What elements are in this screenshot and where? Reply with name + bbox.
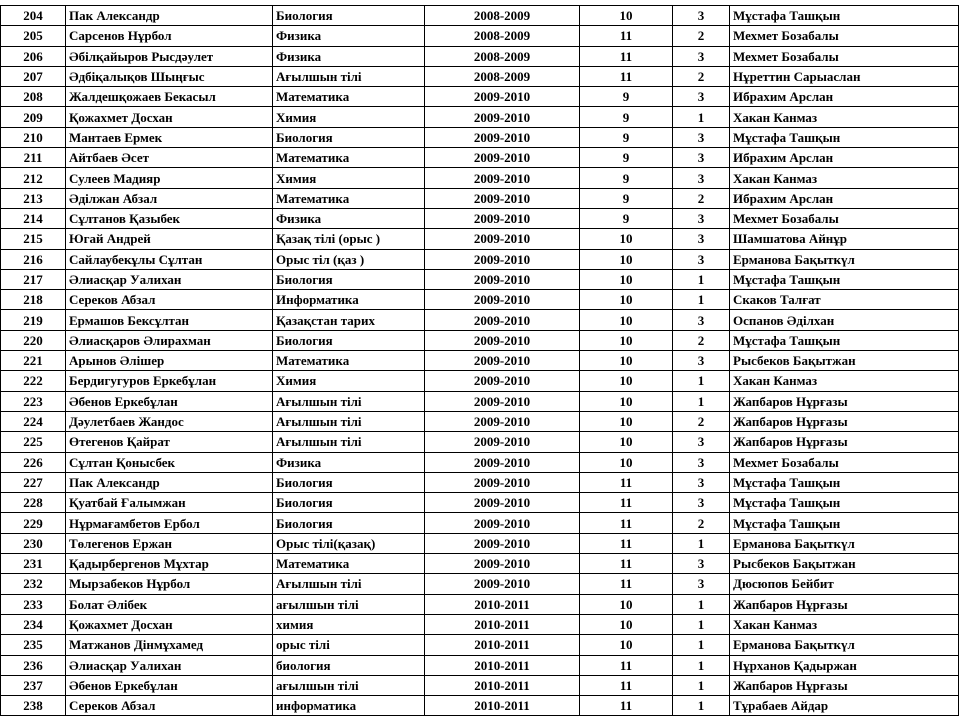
table-row [1, 168, 959, 188]
table-row [1, 574, 959, 594]
grade-cell: 11 [580, 472, 673, 492]
table-row [1, 635, 959, 655]
student-name-cell: Нұрмағамбетов Ербол [66, 513, 273, 533]
table-row [1, 655, 959, 675]
table-row [1, 452, 959, 472]
student-name-cell: Әлиасқаров Әлирахман [66, 330, 273, 350]
place-cell: 2 [673, 411, 730, 431]
place-cell: 1 [673, 107, 730, 127]
school-year-cell: 2008-2009 [425, 26, 580, 46]
row-number-cell: 215 [1, 229, 66, 249]
school-year-cell: 2009-2010 [425, 330, 580, 350]
row-number-cell: 220 [1, 330, 66, 350]
row-number-cell: 205 [1, 26, 66, 46]
table-row [1, 554, 959, 574]
subject-cell: химия [273, 614, 425, 634]
subject-cell: Ағылшын тілі [273, 391, 425, 411]
place-cell: 2 [673, 330, 730, 350]
results-table-body [1, 6, 959, 716]
place-cell: 3 [673, 432, 730, 452]
table-row [1, 391, 959, 411]
row-number-cell: 219 [1, 310, 66, 330]
teacher-name-cell: Мұстафа Ташқын [730, 269, 959, 289]
subject-cell: Ағылшын тілі [273, 574, 425, 594]
grade-cell: 10 [580, 290, 673, 310]
grade-cell: 10 [580, 330, 673, 350]
row-number-cell: 204 [1, 6, 66, 26]
student-name-cell: Дәулетбаев Жандос [66, 411, 273, 431]
table-row [1, 594, 959, 614]
row-number-cell: 206 [1, 46, 66, 66]
student-name-cell: Матжанов Дінмұхамед [66, 635, 273, 655]
school-year-cell: 2009-2010 [425, 371, 580, 391]
row-number-cell: 231 [1, 554, 66, 574]
teacher-name-cell: Жапбаров Нұрғазы [730, 411, 959, 431]
teacher-name-cell: Рысбеков Бақытжан [730, 351, 959, 371]
school-year-cell: 2010-2011 [425, 696, 580, 716]
subject-cell: Физика [273, 208, 425, 228]
subject-cell: Химия [273, 168, 425, 188]
teacher-name-cell: Дюсюпов Бейбит [730, 574, 959, 594]
subject-cell: Ағылшын тілі [273, 66, 425, 86]
student-name-cell: Қожахмет Досхан [66, 614, 273, 634]
table-row [1, 26, 959, 46]
place-cell: 1 [673, 696, 730, 716]
student-name-cell: Жалдешқожаев Бекасыл [66, 87, 273, 107]
subject-cell: Химия [273, 107, 425, 127]
row-number-cell: 227 [1, 472, 66, 492]
subject-cell: Орыс тіл (қаз ) [273, 249, 425, 269]
table-row [1, 148, 959, 168]
table-row [1, 66, 959, 86]
grade-cell: 9 [580, 127, 673, 147]
place-cell: 3 [673, 168, 730, 188]
place-cell: 1 [673, 533, 730, 553]
student-name-cell: Югай Андрей [66, 229, 273, 249]
subject-cell: Орыс тілі(қазақ) [273, 533, 425, 553]
grade-cell: 10 [580, 351, 673, 371]
table-row [1, 675, 959, 695]
school-year-cell: 2009-2010 [425, 208, 580, 228]
teacher-name-cell: Ибрахим Арслан [730, 148, 959, 168]
teacher-name-cell: Хакан Канмаз [730, 107, 959, 127]
row-number-cell: 218 [1, 290, 66, 310]
row-number-cell: 224 [1, 411, 66, 431]
row-number-cell: 237 [1, 675, 66, 695]
place-cell: 3 [673, 472, 730, 492]
table-row [1, 432, 959, 452]
place-cell: 1 [673, 635, 730, 655]
grade-cell: 9 [580, 148, 673, 168]
student-name-cell: Пак Александр [66, 472, 273, 492]
grade-cell: 9 [580, 208, 673, 228]
subject-cell: биология [273, 655, 425, 675]
place-cell: 3 [673, 46, 730, 66]
results-table [0, 5, 959, 716]
row-number-cell: 236 [1, 655, 66, 675]
place-cell: 3 [673, 351, 730, 371]
subject-cell: Ағылшын тілі [273, 432, 425, 452]
student-name-cell: Сайлаубекұлы Сұлтан [66, 249, 273, 269]
place-cell: 3 [673, 127, 730, 147]
subject-cell: ағылшын тілі [273, 675, 425, 695]
student-name-cell: Сереков Абзал [66, 696, 273, 716]
school-year-cell: 2009-2010 [425, 351, 580, 371]
teacher-name-cell: Мұстафа Ташқын [730, 472, 959, 492]
grade-cell: 9 [580, 188, 673, 208]
row-number-cell: 209 [1, 107, 66, 127]
teacher-name-cell: Мехмет Бозабалы [730, 46, 959, 66]
row-number-cell: 210 [1, 127, 66, 147]
table-row [1, 188, 959, 208]
grade-cell: 9 [580, 107, 673, 127]
student-name-cell: Төлегенов Ержан [66, 533, 273, 553]
table-row [1, 513, 959, 533]
subject-cell: Биология [273, 6, 425, 26]
teacher-name-cell: Мехмет Бозабалы [730, 452, 959, 472]
teacher-name-cell: Жапбаров Нұрғазы [730, 391, 959, 411]
student-name-cell: Әбілқайыров Рысдәулет [66, 46, 273, 66]
teacher-name-cell: Жапбаров Нұрғазы [730, 432, 959, 452]
table-row [1, 6, 959, 26]
school-year-cell: 2009-2010 [425, 127, 580, 147]
student-name-cell: Өтегенов Қайрат [66, 432, 273, 452]
student-name-cell: Қуатбай Ғалымжан [66, 493, 273, 513]
student-name-cell: Сулеев Мадияр [66, 168, 273, 188]
student-name-cell: Қадырбергенов Мұхтар [66, 554, 273, 574]
table-row [1, 533, 959, 553]
grade-cell: 10 [580, 452, 673, 472]
subject-cell: Биология [273, 513, 425, 533]
table-row [1, 493, 959, 513]
grade-cell: 10 [580, 391, 673, 411]
student-name-cell: Бердигугуров Еркебұлан [66, 371, 273, 391]
place-cell: 3 [673, 208, 730, 228]
student-name-cell: Әлиасқар Уалихан [66, 269, 273, 289]
table-row [1, 614, 959, 634]
school-year-cell: 2009-2010 [425, 290, 580, 310]
school-year-cell: 2009-2010 [425, 168, 580, 188]
row-number-cell: 208 [1, 87, 66, 107]
subject-cell: Математика [273, 351, 425, 371]
grade-cell: 11 [580, 66, 673, 86]
table-row [1, 696, 959, 716]
table-row [1, 269, 959, 289]
student-name-cell: Қожахмет Досхан [66, 107, 273, 127]
student-name-cell: Ермашов Бексұлтан [66, 310, 273, 330]
grade-cell: 10 [580, 594, 673, 614]
row-number-cell: 221 [1, 351, 66, 371]
grade-cell: 11 [580, 655, 673, 675]
place-cell: 1 [673, 675, 730, 695]
school-year-cell: 2009-2010 [425, 87, 580, 107]
subject-cell: Биология [273, 472, 425, 492]
grade-cell: 10 [580, 249, 673, 269]
place-cell: 1 [673, 655, 730, 675]
student-name-cell: Арынов Әлішер [66, 351, 273, 371]
place-cell: 2 [673, 26, 730, 46]
grade-cell: 10 [580, 635, 673, 655]
place-cell: 3 [673, 229, 730, 249]
student-name-cell: Әділжан Абзал [66, 188, 273, 208]
row-number-cell: 213 [1, 188, 66, 208]
grade-cell: 10 [580, 411, 673, 431]
place-cell: 3 [673, 452, 730, 472]
subject-cell: Математика [273, 148, 425, 168]
place-cell: 1 [673, 594, 730, 614]
grade-cell: 10 [580, 269, 673, 289]
subject-cell: Қазақстан тарих [273, 310, 425, 330]
row-number-cell: 238 [1, 696, 66, 716]
student-name-cell: Айтбаев Әсет [66, 148, 273, 168]
school-year-cell: 2008-2009 [425, 6, 580, 26]
subject-cell: Физика [273, 46, 425, 66]
table-row [1, 87, 959, 107]
place-cell: 2 [673, 66, 730, 86]
subject-cell: Математика [273, 188, 425, 208]
place-cell: 3 [673, 6, 730, 26]
row-number-cell: 222 [1, 371, 66, 391]
grade-cell: 11 [580, 513, 673, 533]
grade-cell: 11 [580, 574, 673, 594]
student-name-cell: Әдбіқалықов Шыңғыс [66, 66, 273, 86]
school-year-cell: 2009-2010 [425, 472, 580, 492]
subject-cell: информатика [273, 696, 425, 716]
teacher-name-cell: Ерманова Бақыткүл [730, 249, 959, 269]
grade-cell: 10 [580, 6, 673, 26]
teacher-name-cell: Ибрахим Арслан [730, 188, 959, 208]
subject-cell: Информатика [273, 290, 425, 310]
row-number-cell: 216 [1, 249, 66, 269]
place-cell: 3 [673, 574, 730, 594]
subject-cell: ағылшын тілі [273, 594, 425, 614]
row-number-cell: 230 [1, 533, 66, 553]
grade-cell: 11 [580, 696, 673, 716]
place-cell: 2 [673, 513, 730, 533]
student-name-cell: Сұлтанов Қазыбек [66, 208, 273, 228]
row-number-cell: 207 [1, 66, 66, 86]
school-year-cell: 2009-2010 [425, 452, 580, 472]
table-row [1, 330, 959, 350]
school-year-cell: 2009-2010 [425, 432, 580, 452]
place-cell: 3 [673, 493, 730, 513]
school-year-cell: 2010-2011 [425, 594, 580, 614]
student-name-cell: Сұлтан Қонысбек [66, 452, 273, 472]
row-number-cell: 226 [1, 452, 66, 472]
grade-cell: 10 [580, 432, 673, 452]
grade-cell: 9 [580, 168, 673, 188]
school-year-cell: 2010-2011 [425, 675, 580, 695]
row-number-cell: 228 [1, 493, 66, 513]
grade-cell: 11 [580, 675, 673, 695]
student-name-cell: Мырзабеков Нұрбол [66, 574, 273, 594]
grade-cell: 11 [580, 493, 673, 513]
teacher-name-cell: Хакан Канмаз [730, 371, 959, 391]
table-row [1, 310, 959, 330]
grade-cell: 10 [580, 614, 673, 634]
grade-cell: 11 [580, 26, 673, 46]
student-name-cell: Әбенов Еркебұлан [66, 675, 273, 695]
teacher-name-cell: Ерманова Бақыткүл [730, 533, 959, 553]
row-number-cell: 232 [1, 574, 66, 594]
teacher-name-cell: Жапбаров Нұрғазы [730, 675, 959, 695]
school-year-cell: 2010-2011 [425, 655, 580, 675]
table-row [1, 371, 959, 391]
teacher-name-cell: Мехмет Бозабалы [730, 208, 959, 228]
teacher-name-cell: Скаков Талғат [730, 290, 959, 310]
teacher-name-cell: Нұреттин Сарыаслан [730, 66, 959, 86]
place-cell: 2 [673, 188, 730, 208]
row-number-cell: 229 [1, 513, 66, 533]
row-number-cell: 212 [1, 168, 66, 188]
grade-cell: 11 [580, 554, 673, 574]
teacher-name-cell: Рысбеков Бақытжан [730, 554, 959, 574]
school-year-cell: 2009-2010 [425, 533, 580, 553]
school-year-cell: 2009-2010 [425, 249, 580, 269]
subject-cell: орыс тілі [273, 635, 425, 655]
subject-cell: Биология [273, 493, 425, 513]
row-number-cell: 235 [1, 635, 66, 655]
place-cell: 3 [673, 310, 730, 330]
table-row [1, 249, 959, 269]
school-year-cell: 2009-2010 [425, 148, 580, 168]
place-cell: 1 [673, 269, 730, 289]
grade-cell: 10 [580, 310, 673, 330]
grade-cell: 11 [580, 533, 673, 553]
school-year-cell: 2009-2010 [425, 411, 580, 431]
student-name-cell: Сарсенов Нұрбол [66, 26, 273, 46]
school-year-cell: 2009-2010 [425, 269, 580, 289]
teacher-name-cell: Мехмет Бозабалы [730, 26, 959, 46]
teacher-name-cell: Ибрахим Арслан [730, 87, 959, 107]
teacher-name-cell: Мұстафа Ташқын [730, 330, 959, 350]
student-name-cell: Пак Александр [66, 6, 273, 26]
table-row [1, 107, 959, 127]
school-year-cell: 2009-2010 [425, 310, 580, 330]
row-number-cell: 225 [1, 432, 66, 452]
student-name-cell: Болат Әлібек [66, 594, 273, 614]
place-cell: 3 [673, 249, 730, 269]
grade-cell: 10 [580, 371, 673, 391]
place-cell: 3 [673, 554, 730, 574]
teacher-name-cell: Мұстафа Ташқын [730, 127, 959, 147]
table-row [1, 472, 959, 492]
table-row [1, 127, 959, 147]
row-number-cell: 217 [1, 269, 66, 289]
school-year-cell: 2009-2010 [425, 229, 580, 249]
school-year-cell: 2009-2010 [425, 554, 580, 574]
school-year-cell: 2008-2009 [425, 66, 580, 86]
place-cell: 1 [673, 290, 730, 310]
subject-cell: Биология [273, 269, 425, 289]
table-row [1, 411, 959, 431]
row-number-cell: 234 [1, 614, 66, 634]
student-name-cell: Мантаев Ермек [66, 127, 273, 147]
teacher-name-cell: Мұстафа Ташқын [730, 493, 959, 513]
school-year-cell: 2009-2010 [425, 574, 580, 594]
school-year-cell: 2010-2011 [425, 614, 580, 634]
table-row [1, 229, 959, 249]
subject-cell: Қазақ тілі (орыс ) [273, 229, 425, 249]
teacher-name-cell: Хакан Канмаз [730, 614, 959, 634]
place-cell: 1 [673, 371, 730, 391]
teacher-name-cell: Тұрабаев Айдар [730, 696, 959, 716]
school-year-cell: 2010-2011 [425, 635, 580, 655]
subject-cell: Биология [273, 330, 425, 350]
table-row [1, 290, 959, 310]
table-row [1, 351, 959, 371]
school-year-cell: 2008-2009 [425, 46, 580, 66]
table-row [1, 208, 959, 228]
teacher-name-cell: Шамшатова Айнұр [730, 229, 959, 249]
subject-cell: Математика [273, 87, 425, 107]
row-number-cell: 214 [1, 208, 66, 228]
teacher-name-cell: Оспанов Әділхан [730, 310, 959, 330]
subject-cell: Математика [273, 554, 425, 574]
subject-cell: Химия [273, 371, 425, 391]
row-number-cell: 211 [1, 148, 66, 168]
place-cell: 1 [673, 391, 730, 411]
student-name-cell: Әбенов Еркебұлан [66, 391, 273, 411]
teacher-name-cell: Нұрханов Қадыржан [730, 655, 959, 675]
row-number-cell: 233 [1, 594, 66, 614]
row-number-cell: 223 [1, 391, 66, 411]
place-cell: 1 [673, 614, 730, 634]
place-cell: 3 [673, 148, 730, 168]
school-year-cell: 2009-2010 [425, 493, 580, 513]
subject-cell: Физика [273, 452, 425, 472]
school-year-cell: 2009-2010 [425, 391, 580, 411]
table-row [1, 46, 959, 66]
grade-cell: 11 [580, 46, 673, 66]
student-name-cell: Әлиасқар Уалихан [66, 655, 273, 675]
place-cell: 3 [673, 87, 730, 107]
grade-cell: 9 [580, 87, 673, 107]
school-year-cell: 2009-2010 [425, 513, 580, 533]
teacher-name-cell: Жапбаров Нұрғазы [730, 594, 959, 614]
student-name-cell: Сереков Абзал [66, 290, 273, 310]
teacher-name-cell: Мұстафа Ташқын [730, 513, 959, 533]
subject-cell: Биология [273, 127, 425, 147]
teacher-name-cell: Мұстафа Ташқын [730, 6, 959, 26]
subject-cell: Физика [273, 26, 425, 46]
subject-cell: Ағылшын тілі [273, 411, 425, 431]
teacher-name-cell: Хакан Канмаз [730, 168, 959, 188]
teacher-name-cell: Ерманова Бақыткүл [730, 635, 959, 655]
school-year-cell: 2009-2010 [425, 188, 580, 208]
grade-cell: 10 [580, 229, 673, 249]
school-year-cell: 2009-2010 [425, 107, 580, 127]
